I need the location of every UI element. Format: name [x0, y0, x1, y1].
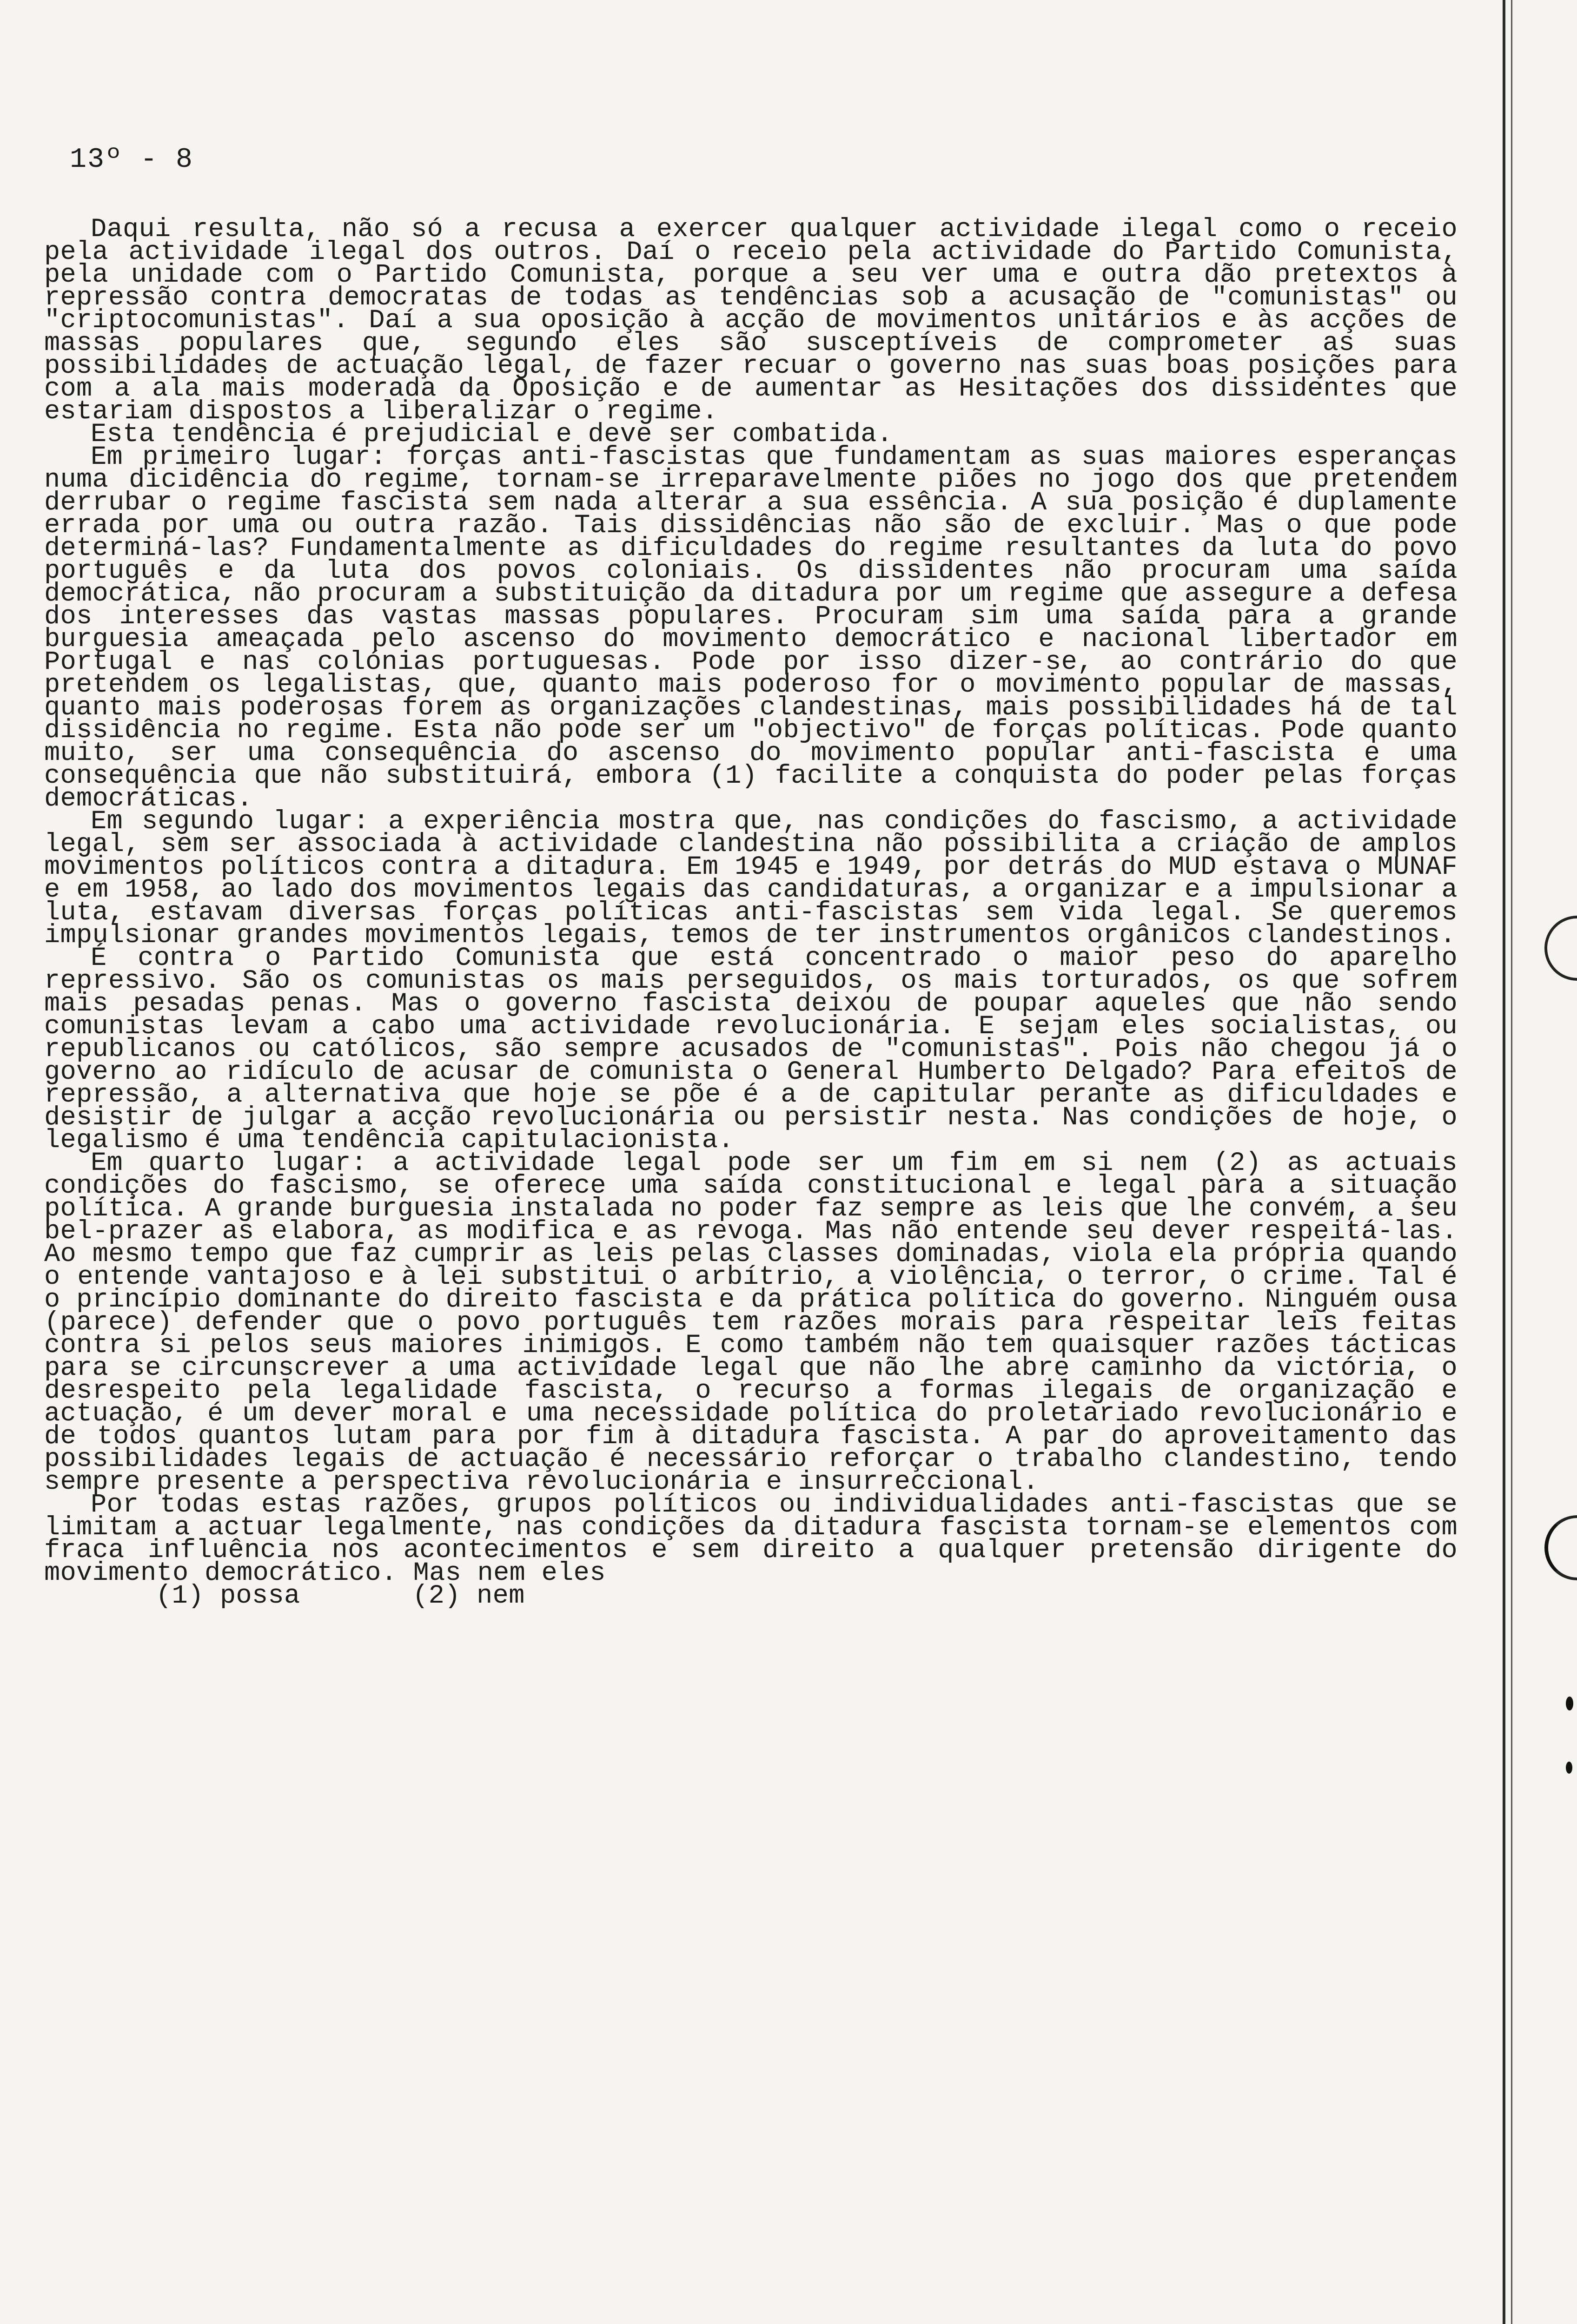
ink-dot [1566, 1762, 1572, 1774]
document-body [44, 215, 1458, 1611]
ink-dot [1566, 1697, 1573, 1710]
page-edge-line-inner [1511, 0, 1512, 2324]
paragraph-4: Em segundo lugar: a experiência mostra que, nas condições do fascismo, a actividade legal, sem ser associada à actividade clandestina não possibilita a criação de amplos movimentos políticos contra a ditadura. Em 1945 e 1949, por detrás do MUD estava o MUNAF e em 1958, ao lado dos movimentos legais das candidaturas, a organizar e a impulsionar a luta, estavam diversas forças políticas anti-fascistas sem vida legal. Se queremos impulsionar grandes movimentos legais, temos de ter instrumentos orgânicos clandestinos. [44, 807, 1458, 951]
paragraph-1: Daqui resulta, não só a recusa a exercer qualquer actividade ilegal como o receio pela actividade ilegal dos outros. Daí o receio pela actividade do Partido Comunista, pela unidade com o Partido Comunista, porque a seu ver uma e outra dão pretextos à repressão contra democratas de todas as tendências sob a acusação de "comunistas" ou "criptocomunistas". Daí a sua oposição à acção de movimentos unitários e às acções de massas populares que, segundo eles são susceptíveis de comprometer as suas possibilidades de actuação legal, de fazer recuar o governo nas suas boas posições para com a ala mais moderada da Oposição e de aumentar as Hesitações dos dissidentes que estariam dispostos a liberalizar o regime. [44, 215, 1458, 427]
paragraph-7: Por todas estas razões, grupos políticos ou individualidades anti-fascistas que se limitam a actuar legalmente, nas condições da ditadura fascista tornam-se elementos com fraca influência nos acontecimentos e sem direito a qualquer pretensão dirigente do movimento democrático. Mas nem eles [44, 1490, 1458, 1588]
page-number: 13º - 8 [70, 144, 194, 176]
paragraph-6: Em quarto lugar: a actividade legal pode ser um fim em si nem (2) as actuais condições do fascismo, se oferece uma saída constitucional e legal para a situação política. A grande burguesia instalada no poder faz sempre as leis que lhe convém, a seu bel-prazer as elabora, as modifica e as revoga. Mas não entende seu dever respeitá-las. Ao mesmo tempo que faz cumprir as leis pelas classes dominadas, viola ela própria quando o entende vantajoso e à lei substitui o arbítrio, a violência, o terror, o crime. Tal é o princípio dominante do direito fascista e da prática política do governo. Ninguém ousa (parece) defender que o povo português tem razões morais para respeitar leis feitas contra si pelos seus maiores inimigos. E como também não tem quaisquer razões tácticas para se circunscrever a uma actividade legal que não lhe abre caminho da victória, o desrespeito pela legalidade fascista, o recurso a formas ilegais de organização e actuação, é um dever moral e uma necessidade política do proletariado revolucionário e de todos quantos lutam para por fim à ditadura fascista. A par do aproveitamento das possibilidades legais de actuação é necessário reforçar o trabalho clandestino, tendo sempre presente a perspectiva revolucionária e insurreccional. [44, 1149, 1458, 1497]
paragraph-5: É contra o Partido Comunista que está concentrado o maior peso do aparelho repressivo. São os comunistas os mais perseguidos, os mais torturados, os que sofrem mais pesadas penas. Mas o governo fascista deixou de poupar aqueles que não sendo comunistas levam a cabo uma actividade revolucionária. E sejam eles socialistas, ou republicanos ou católicos, são sempre acusados de "comunistas". Pois não chegou já o governo ao ridículo de acusar de comunista o General Humberto Delgado? Para efeitos de repressão, a alternativa que hoje se põe é a de capitular perante as dificuldades e desistir de julgar a acção revolucionária ou persistir nesta. Nas condições de hoje, o legalismo é uma tendência capitulacionista. [44, 944, 1458, 1155]
paragraph-2: Esta tendência é prejudicial e deve ser combatida. [91, 420, 893, 449]
paragraph-3: Em primeiro lugar: forças anti-fascistas que fundamentam as suas maiores esperanças numa dicidência do regime, tornam-se irreparavelmente piões no jogo dos que pretendem derrubar o regime fascista sem nada alterar a sua essência. A sua posição é duplamente errada por uma ou outra razão. Tais dissidências não são de excluir. Mas o que pode determiná-las? Fundamentalmente as dificuldades do regime resultantes da luta do povo português e da luta dos povos coloniais. Os dissidentes não procuram uma saída democrática, não procuram a substituição da ditadura por um regime que assegure a defesa dos interesses das vastas massas populares. Procuram sim uma saída para a grande burguesia ameaçada pelo ascenso do movimento democrático e nacional libertador em Portugal e nas colónias portuguesas. Pode por isso dizer-se, ao contrário do que pretendem os legalistas, que, quanto mais poderoso for o movimento popular de massas, quanto mais poderosas forem as organizações clandestinas, mais possibilidades há de tal dissidência no regime. Esta não pode ser um "objectivo" de forças políticas. Pode quanto muito, ser uma consequência do ascenso do movimento popular anti-fascista e uma consequência que não substituirá, embora (1) facilite a conquista do poder pelas forças democráticas. [44, 442, 1458, 814]
page-edge-line [1503, 0, 1505, 2324]
footnotes: (1) possa (2) nem [156, 1581, 525, 1611]
binder-hole-mark [1544, 916, 1577, 981]
binder-hole-mark [1544, 1515, 1577, 1580]
